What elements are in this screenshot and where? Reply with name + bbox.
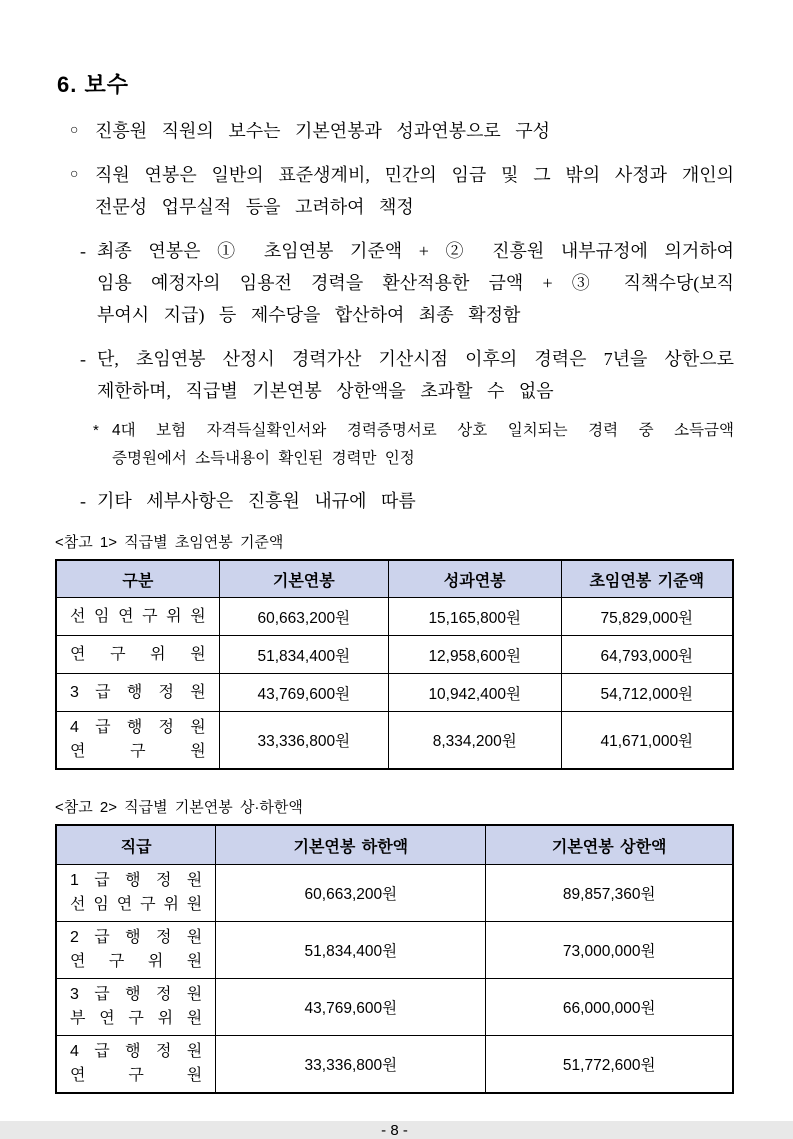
row-label-line: 3 급 행 정 원 bbox=[70, 683, 206, 701]
table-row bbox=[56, 712, 733, 770]
row-label-line: 1 급 행 정 원 bbox=[70, 872, 203, 889]
dash-marker: - bbox=[80, 349, 86, 369]
column-header: 초임연봉 기준액 bbox=[561, 560, 733, 598]
row-label-line: 선 임 연 구 위 원 bbox=[70, 607, 206, 625]
salary-value: 89,857,360원 bbox=[486, 865, 733, 922]
salary-value: 64,793,000원 bbox=[561, 636, 733, 674]
salary-value: 51,834,400원 bbox=[216, 922, 486, 979]
paragraph-line: 임용 예정자의 임용전 경력을 환산적용한 금액 + ③ 직책수당(보직 bbox=[97, 273, 734, 293]
paragraph-text bbox=[112, 417, 734, 473]
dash-marker: - bbox=[80, 491, 86, 511]
bullet-marker: ○ bbox=[70, 123, 79, 138]
column-header: 기본연봉 bbox=[219, 560, 388, 598]
salary-value: 10,942,400원 bbox=[388, 674, 561, 712]
bullet-marker: ○ bbox=[70, 167, 79, 182]
salary-value: 41,671,000원 bbox=[561, 712, 733, 770]
row-label bbox=[56, 865, 216, 922]
table1-caption: <참고 1> 직급별 초임연봉 기준액 bbox=[55, 534, 284, 551]
table-row bbox=[56, 1036, 733, 1094]
column-header: 기본연봉 하한액 bbox=[216, 825, 486, 865]
paragraph-1 bbox=[70, 115, 734, 147]
paragraph-line: 부여시 지급) 등 제수당을 합산하여 최종 확정함 bbox=[97, 305, 521, 325]
row-label bbox=[56, 922, 216, 979]
table2-caption: <참고 2> 직급별 기본연봉 상·하한액 bbox=[55, 799, 303, 816]
section-heading: 6. 보수 bbox=[57, 72, 129, 97]
paragraph-line: 진흥원 직원의 보수는 기본연봉과 성과연봉으로 구성 bbox=[95, 121, 551, 141]
page-number: - 8 - bbox=[381, 1122, 408, 1139]
paragraph-line: 4대 보험 자격득실확인서와 경력증명서로 상호 일치되는 경력 중 소득금액 bbox=[112, 422, 734, 439]
salary-value: 43,769,600원 bbox=[216, 979, 486, 1036]
row-label bbox=[56, 674, 219, 712]
paragraph-text bbox=[97, 343, 734, 407]
paragraph-line: 최종 연봉은 ① 초임연봉 기준액 + ② 진흥원 내부규정에 의거하여 bbox=[97, 241, 734, 261]
table-row bbox=[56, 598, 733, 636]
row-label bbox=[56, 598, 219, 636]
salary-value: 12,958,600원 bbox=[388, 636, 561, 674]
row-label-line: 연 구 원 bbox=[70, 1067, 203, 1084]
row-label-line: 연 구 위 원 bbox=[70, 953, 203, 970]
paragraph-line: 직원 연봉은 일반의 표준생계비, 민간의 임금 및 그 밖의 사정과 개인의 bbox=[95, 165, 734, 185]
paragraph-2 bbox=[70, 159, 734, 223]
salary-value: 33,336,800원 bbox=[216, 1036, 486, 1094]
paragraph-note bbox=[93, 417, 734, 473]
salary-value: 8,334,200원 bbox=[388, 712, 561, 770]
salary-value: 60,663,200원 bbox=[219, 598, 388, 636]
column-header: 구분 bbox=[56, 560, 219, 598]
asterisk-marker: * bbox=[93, 422, 99, 439]
salary-table-reference-1 bbox=[55, 559, 734, 770]
table-header-row bbox=[56, 560, 733, 598]
column-header: 성과연봉 bbox=[388, 560, 561, 598]
salary-value: 66,000,000원 bbox=[486, 979, 733, 1036]
table-row bbox=[56, 674, 733, 712]
salary-value: 60,663,200원 bbox=[216, 865, 486, 922]
table-row bbox=[56, 979, 733, 1036]
row-label-line: 연 구 원 bbox=[70, 743, 206, 760]
row-label-line: 3 급 행 정 원 bbox=[70, 986, 203, 1003]
salary-value: 43,769,600원 bbox=[219, 674, 388, 712]
row-label-line: 부 연 구 위 원 bbox=[70, 1010, 203, 1027]
row-label bbox=[56, 712, 219, 770]
paragraph-text bbox=[95, 115, 734, 147]
salary-value: 75,829,000원 bbox=[561, 598, 733, 636]
salary-value: 51,834,400원 bbox=[219, 636, 388, 674]
table-header-row bbox=[56, 825, 733, 865]
paragraph-text bbox=[97, 485, 734, 517]
paragraph-text bbox=[97, 235, 734, 331]
salary-value: 33,336,800원 bbox=[219, 712, 388, 770]
paragraph-line: 기타 세부사항은 진흥원 내규에 따름 bbox=[97, 491, 416, 511]
column-header: 기본연봉 상한액 bbox=[486, 825, 733, 865]
paragraph-line: 제한하며, 직급별 기본연봉 상한액을 초과할 수 없음 bbox=[97, 381, 554, 401]
paragraph-line: 증명원에서 소득내용이 확인된 경력만 인정 bbox=[112, 450, 415, 467]
paragraph-5 bbox=[80, 485, 734, 517]
column-header: 직급 bbox=[56, 825, 216, 865]
table-row bbox=[56, 636, 733, 674]
row-label bbox=[56, 1036, 216, 1094]
salary-value: 54,712,000원 bbox=[561, 674, 733, 712]
table-row bbox=[56, 922, 733, 979]
row-label-line: 4 급 행 정 원 bbox=[70, 719, 206, 736]
row-label-line: 선 임 연 구 위 원 bbox=[70, 896, 203, 913]
paragraph-line: 단, 초임연봉 산정시 경력가산 기산시점 이후의 경력은 7년을 상한으로 bbox=[97, 349, 734, 369]
paragraph-4 bbox=[80, 343, 734, 407]
table-row bbox=[56, 865, 733, 922]
salary-value: 15,165,800원 bbox=[388, 598, 561, 636]
row-label bbox=[56, 979, 216, 1036]
salary-value: 73,000,000원 bbox=[486, 922, 733, 979]
paragraph-text bbox=[95, 159, 734, 223]
dash-marker: - bbox=[80, 241, 86, 261]
row-label-line: 연 구 위 원 bbox=[70, 645, 206, 663]
row-label bbox=[56, 636, 219, 674]
salary-value: 51,772,600원 bbox=[486, 1036, 733, 1094]
row-label-line: 2 급 행 정 원 bbox=[70, 929, 203, 946]
salary-table-reference-2 bbox=[55, 824, 734, 1094]
paragraph-3 bbox=[80, 235, 734, 331]
paragraph-line: 전문성 업무실적 등을 고려하여 책정 bbox=[95, 197, 414, 217]
row-label-line: 4 급 행 정 원 bbox=[70, 1043, 203, 1060]
